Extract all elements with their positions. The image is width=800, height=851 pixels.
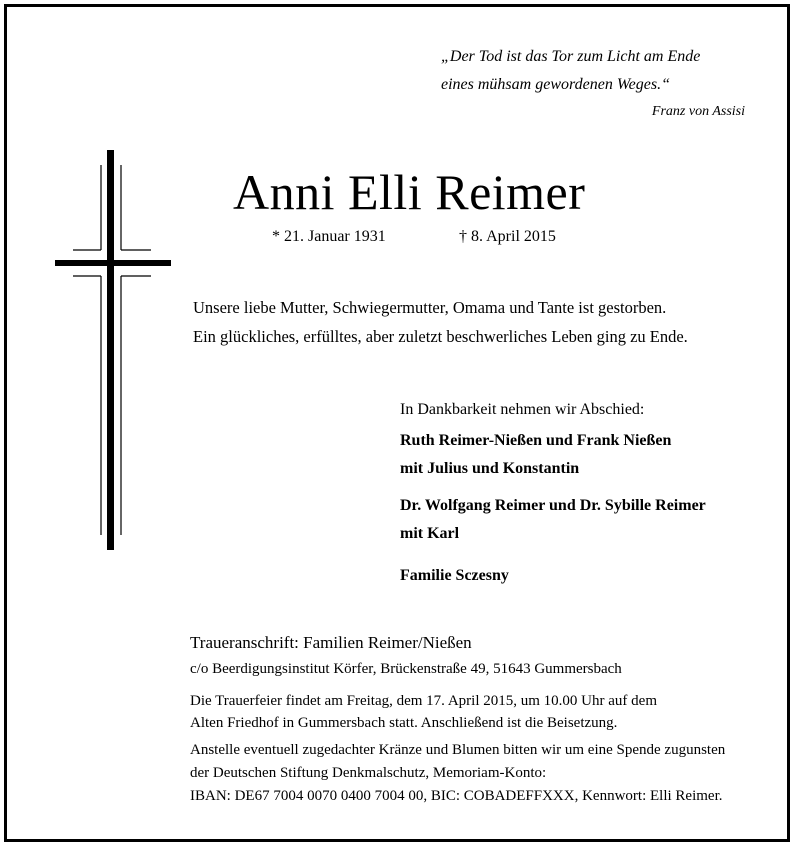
quote-line-1: „Der Tod ist das Tor zum Licht am Ende	[441, 48, 701, 65]
mourner-group-3-line-1: Familie Sczesny	[400, 567, 509, 584]
mourner-group-2-line-1: Dr. Wolfgang Reimer und Dr. Sybille Reimer	[400, 497, 706, 514]
quote-line-2: eines mühsam gewordenen Weges.“	[441, 76, 671, 93]
mourners-heading: In Dankbarkeit nehmen wir Abschied:	[400, 401, 645, 418]
birth-date: * 21. Januar 1931	[272, 228, 386, 245]
donation-line-1: Anstelle eventuell zugedachter Kränze und Blumen bitten wir um eine Spende zugunsten	[190, 742, 726, 758]
mourner-group-1-line-2: mit Julius und Konstantin	[400, 460, 580, 477]
mourner-group-2-line-2: mit Karl	[400, 525, 460, 542]
mourner-group-1-line-1: Ruth Reimer-Nießen und Frank Nießen	[400, 432, 672, 449]
intro-line-2: Ein glückliches, erfülltes, aber zuletzt beschwerliches Leben ging zu Ende.	[193, 327, 688, 346]
death-date: † 8. April 2015	[459, 228, 556, 245]
donation-line-3: IBAN: DE67 7004 0070 0400 7004 00, BIC: COBADEFFXXX, Kennwort: Elli Reimer.	[190, 788, 723, 804]
ceremony-line-2: Alten Friedhof in Gummersbach statt. Anschließend ist die Beisetzung.	[190, 715, 618, 731]
intro-line-1: Unsere liebe Mutter, Schwiegermutter, Omama und Tante ist gestorben.	[193, 298, 667, 317]
deceased-name: Anni Elli Reimer	[233, 164, 586, 220]
address-title: Traueranschrift: Familien Reimer/Nießen	[190, 633, 472, 652]
donation-line-2: der Deutschen Stiftung Denkmalschutz, Memoriam-Konto:	[190, 765, 547, 781]
address-line: c/o Beerdigungsinstitut Körfer, Brückenstraße 49, 51643 Gummersbach	[190, 661, 622, 677]
ceremony-line-1: Die Trauerfeier findet am Freitag, dem 17. April 2015, um 10.00 Uhr auf dem	[190, 693, 657, 709]
cross-icon	[55, 150, 171, 550]
quote-author: Franz von Assisi	[651, 104, 745, 119]
